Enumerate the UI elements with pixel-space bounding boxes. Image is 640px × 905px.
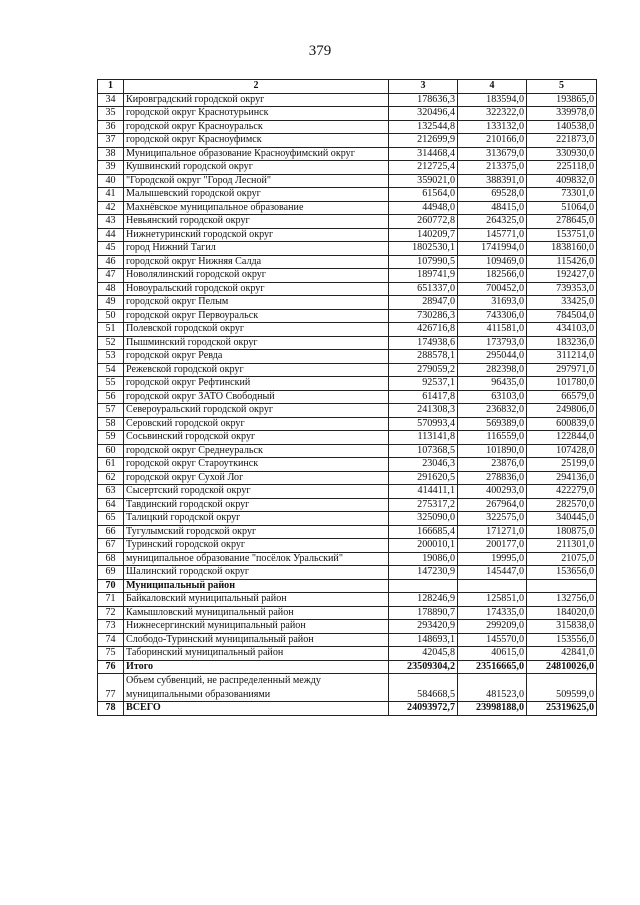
- municipality-name: Кировградский городской округ: [124, 93, 389, 107]
- value-col-5: 193865,0: [527, 93, 597, 107]
- municipality-name: Таборинский муниципальный район: [124, 647, 389, 661]
- value-col-5: 66579,0: [527, 390, 597, 404]
- table-row: [98, 647, 597, 661]
- value-col-3: 288578,1: [389, 350, 458, 364]
- table-row: [98, 566, 597, 580]
- value-col-3: 189741,9: [389, 269, 458, 283]
- value-col-4: 31693,0: [458, 296, 527, 310]
- row-number: 66: [98, 525, 124, 539]
- row-number: 60: [98, 444, 124, 458]
- value-col-3: 178636,3: [389, 93, 458, 107]
- value-col-5: 422279,0: [527, 485, 597, 499]
- value-col-3: [389, 579, 458, 593]
- row-number: 54: [98, 363, 124, 377]
- municipality-name: городской округ Красноуфимск: [124, 134, 389, 148]
- value-col-4: 69528,0: [458, 188, 527, 202]
- value-col-4: 145570,0: [458, 633, 527, 647]
- municipality-name: Серовский городской округ: [124, 417, 389, 431]
- row-number: 74: [98, 633, 124, 647]
- value-col-4: 295044,0: [458, 350, 527, 364]
- table-row: [98, 417, 597, 431]
- value-col-3: 1802530,1: [389, 242, 458, 256]
- value-col-5: 339978,0: [527, 107, 597, 121]
- value-col-3: 279059,2: [389, 363, 458, 377]
- row-number: 53: [98, 350, 124, 364]
- table-row: [98, 404, 597, 418]
- value-col-5: 211301,0: [527, 539, 597, 553]
- row-number: 34: [98, 93, 124, 107]
- row-number: 38: [98, 147, 124, 161]
- value-col-5: 140538,0: [527, 120, 597, 134]
- column-header: 5: [527, 80, 597, 94]
- municipality-name: Муниципальное образование Красноуфимский округ: [124, 147, 389, 161]
- row-number: 65: [98, 512, 124, 526]
- table-row: [98, 512, 597, 526]
- value-col-3: 359021,0: [389, 174, 458, 188]
- municipality-name: городской округ ЗАТО Свободный: [124, 390, 389, 404]
- municipality-name: Североуральский городской округ: [124, 404, 389, 418]
- municipality-name: Сысертский городской округ: [124, 485, 389, 499]
- row-number: 43: [98, 215, 124, 229]
- table-row: [98, 269, 597, 283]
- table-row: [98, 674, 597, 702]
- value-col-4: 481523,0: [458, 674, 527, 702]
- value-col-3: 128246,9: [389, 593, 458, 607]
- municipality-name: городской округ Пелым: [124, 296, 389, 310]
- municipality-name: городской округ Староуткинск: [124, 458, 389, 472]
- value-col-5: 282570,0: [527, 498, 597, 512]
- value-col-4: 322322,0: [458, 107, 527, 121]
- municipality-name: городской округ Краснотурьинск: [124, 107, 389, 121]
- row-number: 58: [98, 417, 124, 431]
- row-number: 62: [98, 471, 124, 485]
- value-col-4: 133132,0: [458, 120, 527, 134]
- value-col-5: 132756,0: [527, 593, 597, 607]
- value-col-3: 140209,7: [389, 228, 458, 242]
- value-col-4: 171271,0: [458, 525, 527, 539]
- table-row: [98, 161, 597, 175]
- table-row: [98, 377, 597, 391]
- value-col-5: 340445,0: [527, 512, 597, 526]
- value-col-4: 182566,0: [458, 269, 527, 283]
- table-row: [98, 702, 597, 716]
- value-col-3: 275317,2: [389, 498, 458, 512]
- table-header-row: [98, 80, 597, 94]
- value-col-5: 409832,0: [527, 174, 597, 188]
- value-col-3: 260772,8: [389, 215, 458, 229]
- value-col-3: 320496,4: [389, 107, 458, 121]
- table-row: [98, 215, 597, 229]
- table-row: [98, 120, 597, 134]
- row-number: 72: [98, 606, 124, 620]
- value-col-4: 213375,0: [458, 161, 527, 175]
- row-number: 67: [98, 539, 124, 553]
- value-col-4: [458, 579, 527, 593]
- municipality-name: Невьянский городской округ: [124, 215, 389, 229]
- municipality-name: муниципальное образование "посёлок Уральский": [124, 552, 389, 566]
- table-row: [98, 620, 597, 634]
- value-col-3: 212699,9: [389, 134, 458, 148]
- municipality-name: Сосьвинский городской округ: [124, 431, 389, 445]
- value-col-3: 291620,5: [389, 471, 458, 485]
- row-number: 48: [98, 282, 124, 296]
- municipality-name: Махнёвское муниципальное образование: [124, 201, 389, 215]
- table-row: [98, 93, 597, 107]
- value-col-3: 44948,0: [389, 201, 458, 215]
- value-col-5: 184020,0: [527, 606, 597, 620]
- value-col-4: 174335,0: [458, 606, 527, 620]
- municipality-name: Слободо-Туринский муниципальный район: [124, 633, 389, 647]
- table-row: [98, 498, 597, 512]
- row-number: 40: [98, 174, 124, 188]
- value-col-4: 200177,0: [458, 539, 527, 553]
- municipality-name: Тугулымский городской округ: [124, 525, 389, 539]
- table-row: [98, 431, 597, 445]
- row-number: 70: [98, 579, 124, 593]
- value-col-4: 322575,0: [458, 512, 527, 526]
- municipality-name: Камышловский муниципальный район: [124, 606, 389, 620]
- table-row: [98, 228, 597, 242]
- value-col-3: 23509304,2: [389, 660, 458, 674]
- row-number: 78: [98, 702, 124, 716]
- row-number: 39: [98, 161, 124, 175]
- value-col-5: 101780,0: [527, 377, 597, 391]
- row-number: 36: [98, 120, 124, 134]
- municipality-name: город Нижний Тагил: [124, 242, 389, 256]
- value-col-4: 400293,0: [458, 485, 527, 499]
- value-col-3: 24093972,7: [389, 702, 458, 716]
- value-col-5: 180875,0: [527, 525, 597, 539]
- value-col-3: 200010,1: [389, 539, 458, 553]
- municipality-name: Туринский городской округ: [124, 539, 389, 553]
- row-number: 76: [98, 660, 124, 674]
- municipality-name: Итого: [124, 660, 389, 674]
- row-number: 63: [98, 485, 124, 499]
- value-col-5: 225118,0: [527, 161, 597, 175]
- municipality-name: городской округ Рефтинский: [124, 377, 389, 391]
- value-col-4: 267964,0: [458, 498, 527, 512]
- row-number: 61: [98, 458, 124, 472]
- value-col-5: 509599,0: [527, 674, 597, 702]
- table-row: [98, 363, 597, 377]
- table-row: [98, 525, 597, 539]
- municipality-name: "Городской округ "Город Лесной": [124, 174, 389, 188]
- value-col-4: 388391,0: [458, 174, 527, 188]
- value-col-5: 784504,0: [527, 309, 597, 323]
- value-col-5: 1838160,0: [527, 242, 597, 256]
- table-row: [98, 201, 597, 215]
- row-number: 57: [98, 404, 124, 418]
- value-col-5: [527, 579, 597, 593]
- value-col-3: 107368,5: [389, 444, 458, 458]
- table-row: [98, 633, 597, 647]
- value-col-4: 183594,0: [458, 93, 527, 107]
- value-col-3: 651337,0: [389, 282, 458, 296]
- table-row: [98, 174, 597, 188]
- municipality-name: городской округ Нижняя Салда: [124, 255, 389, 269]
- value-col-3: 23046,3: [389, 458, 458, 472]
- municipality-name: Нижнетуринский городской округ: [124, 228, 389, 242]
- municipality-name: городской округ Красноуральск: [124, 120, 389, 134]
- value-col-3: 42045,8: [389, 647, 458, 661]
- value-col-3: 148693,1: [389, 633, 458, 647]
- row-number: 41: [98, 188, 124, 202]
- table-row: [98, 444, 597, 458]
- value-col-5: 192427,0: [527, 269, 597, 283]
- table-row: [98, 242, 597, 256]
- value-col-4: 282398,0: [458, 363, 527, 377]
- value-col-3: 28947,0: [389, 296, 458, 310]
- value-col-4: 1741994,0: [458, 242, 527, 256]
- value-col-4: 299209,0: [458, 620, 527, 634]
- municipality-name: городской округ Ревда: [124, 350, 389, 364]
- table-row: [98, 390, 597, 404]
- row-number: 52: [98, 336, 124, 350]
- table-row: [98, 188, 597, 202]
- value-col-4: 63103,0: [458, 390, 527, 404]
- value-col-3: 178890,7: [389, 606, 458, 620]
- value-col-5: 51064,0: [527, 201, 597, 215]
- value-col-3: 132544,8: [389, 120, 458, 134]
- row-number: 49: [98, 296, 124, 310]
- table-row: [98, 309, 597, 323]
- value-col-4: 96435,0: [458, 377, 527, 391]
- value-col-4: 569389,0: [458, 417, 527, 431]
- value-col-4: 23516665,0: [458, 660, 527, 674]
- table-row: [98, 323, 597, 337]
- row-number: 45: [98, 242, 124, 256]
- table-row: [98, 147, 597, 161]
- value-col-5: 107428,0: [527, 444, 597, 458]
- value-col-4: 48415,0: [458, 201, 527, 215]
- value-col-5: 221873,0: [527, 134, 597, 148]
- column-header: 2: [124, 80, 389, 94]
- value-col-5: 25319625,0: [527, 702, 597, 716]
- column-header: 1: [98, 80, 124, 94]
- value-col-5: 294136,0: [527, 471, 597, 485]
- value-col-3: 325090,0: [389, 512, 458, 526]
- value-col-4: 210166,0: [458, 134, 527, 148]
- row-number: 35: [98, 107, 124, 121]
- value-col-3: 92537,1: [389, 377, 458, 391]
- municipality-name: городской округ Первоуральск: [124, 309, 389, 323]
- municipality-name: Полевской городской округ: [124, 323, 389, 337]
- page-number: 379: [308, 43, 332, 59]
- municipality-name: Муниципальный район: [124, 579, 389, 593]
- table-row: [98, 579, 597, 593]
- table-row: [98, 485, 597, 499]
- table-body: [98, 93, 597, 715]
- value-col-4: 23998188,0: [458, 702, 527, 716]
- value-col-3: 174938,6: [389, 336, 458, 350]
- value-col-3: 113141,8: [389, 431, 458, 445]
- table-row: [98, 458, 597, 472]
- table-row: [98, 282, 597, 296]
- value-col-5: 311214,0: [527, 350, 597, 364]
- value-col-5: 315838,0: [527, 620, 597, 634]
- value-col-4: 40615,0: [458, 647, 527, 661]
- row-number: 37: [98, 134, 124, 148]
- value-col-4: 313679,0: [458, 147, 527, 161]
- row-number: 51: [98, 323, 124, 337]
- row-number: 46: [98, 255, 124, 269]
- value-col-4: 101890,0: [458, 444, 527, 458]
- value-col-5: 297971,0: [527, 363, 597, 377]
- table-row: [98, 593, 597, 607]
- table-row: [98, 255, 597, 269]
- value-col-3: 61564,0: [389, 188, 458, 202]
- municipality-name: Малышевский городской округ: [124, 188, 389, 202]
- value-col-3: 730286,3: [389, 309, 458, 323]
- row-number: 77: [98, 674, 124, 702]
- value-col-5: 21075,0: [527, 552, 597, 566]
- municipality-name: городской округ Сухой Лог: [124, 471, 389, 485]
- value-col-4: 19995,0: [458, 552, 527, 566]
- value-col-3: 19086,0: [389, 552, 458, 566]
- table-row: [98, 336, 597, 350]
- municipality-name: городской округ Среднеуральск: [124, 444, 389, 458]
- row-number: 47: [98, 269, 124, 283]
- row-number: 71: [98, 593, 124, 607]
- value-col-4: 411581,0: [458, 323, 527, 337]
- value-col-3: 61417,8: [389, 390, 458, 404]
- row-number: 69: [98, 566, 124, 580]
- value-col-3: 212725,4: [389, 161, 458, 175]
- table-row: [98, 660, 597, 674]
- value-col-4: 173793,0: [458, 336, 527, 350]
- value-col-5: 153556,0: [527, 633, 597, 647]
- row-number: 64: [98, 498, 124, 512]
- row-number: 50: [98, 309, 124, 323]
- value-col-4: 278836,0: [458, 471, 527, 485]
- row-number: 75: [98, 647, 124, 661]
- value-col-3: 241308,3: [389, 404, 458, 418]
- value-col-4: 264325,0: [458, 215, 527, 229]
- value-col-5: 24810026,0: [527, 660, 597, 674]
- value-col-5: 434103,0: [527, 323, 597, 337]
- column-header: 3: [389, 80, 458, 94]
- value-col-4: 145771,0: [458, 228, 527, 242]
- value-col-5: 153751,0: [527, 228, 597, 242]
- value-col-3: 570993,4: [389, 417, 458, 431]
- row-number: 59: [98, 431, 124, 445]
- table-row: [98, 134, 597, 148]
- municipality-name: Кушвинский городской округ: [124, 161, 389, 175]
- value-col-5: 183236,0: [527, 336, 597, 350]
- subsidy-table: [97, 79, 597, 716]
- row-number: 68: [98, 552, 124, 566]
- municipality-name: Нижнесергинский муниципальный район: [124, 620, 389, 634]
- value-col-3: 414411,1: [389, 485, 458, 499]
- value-col-3: 293420,9: [389, 620, 458, 634]
- value-col-5: 42841,0: [527, 647, 597, 661]
- municipality-name: Пышминский городской округ: [124, 336, 389, 350]
- value-col-4: 109469,0: [458, 255, 527, 269]
- value-col-4: 125851,0: [458, 593, 527, 607]
- table-row: [98, 471, 597, 485]
- value-col-4: 116559,0: [458, 431, 527, 445]
- value-col-5: 739353,0: [527, 282, 597, 296]
- column-header: 4: [458, 80, 527, 94]
- row-number: 73: [98, 620, 124, 634]
- row-number: 55: [98, 377, 124, 391]
- row-number: 56: [98, 390, 124, 404]
- value-col-4: 23876,0: [458, 458, 527, 472]
- row-number: 42: [98, 201, 124, 215]
- municipality-name: ВСЕГО: [124, 702, 389, 716]
- municipality-name: Режевской городской округ: [124, 363, 389, 377]
- municipality-name: Новолялинский городской округ: [124, 269, 389, 283]
- table-row: [98, 552, 597, 566]
- value-col-5: 153656,0: [527, 566, 597, 580]
- table-row: [98, 350, 597, 364]
- value-col-3: 426716,8: [389, 323, 458, 337]
- municipality-name: Шалинский городской округ: [124, 566, 389, 580]
- municipality-name: Тавдинский городской округ: [124, 498, 389, 512]
- value-col-4: 700452,0: [458, 282, 527, 296]
- municipality-name: Новоуральский городской округ: [124, 282, 389, 296]
- value-col-3: 147230,9: [389, 566, 458, 580]
- municipality-name: Байкаловский муниципальный район: [124, 593, 389, 607]
- table-row: [98, 539, 597, 553]
- value-col-5: 33425,0: [527, 296, 597, 310]
- value-col-5: 115426,0: [527, 255, 597, 269]
- value-col-3: 166685,4: [389, 525, 458, 539]
- value-col-3: 314468,4: [389, 147, 458, 161]
- value-col-5: 25199,0: [527, 458, 597, 472]
- value-col-5: 249806,0: [527, 404, 597, 418]
- table-row: [98, 107, 597, 121]
- municipality-name: Талицкий городской округ: [124, 512, 389, 526]
- value-col-5: 122844,0: [527, 431, 597, 445]
- row-number: 44: [98, 228, 124, 242]
- table-row: [98, 296, 597, 310]
- value-col-5: 600839,0: [527, 417, 597, 431]
- value-col-5: 73301,0: [527, 188, 597, 202]
- value-col-5: 330930,0: [527, 147, 597, 161]
- table-row: [98, 606, 597, 620]
- value-col-4: 145447,0: [458, 566, 527, 580]
- value-col-5: 278645,0: [527, 215, 597, 229]
- value-col-4: 236832,0: [458, 404, 527, 418]
- municipality-name: Объем субвенций, не распределенный между муниципальными образованиями: [124, 674, 389, 702]
- value-col-3: 584668,5: [389, 674, 458, 702]
- value-col-3: 107990,5: [389, 255, 458, 269]
- value-col-4: 743306,0: [458, 309, 527, 323]
